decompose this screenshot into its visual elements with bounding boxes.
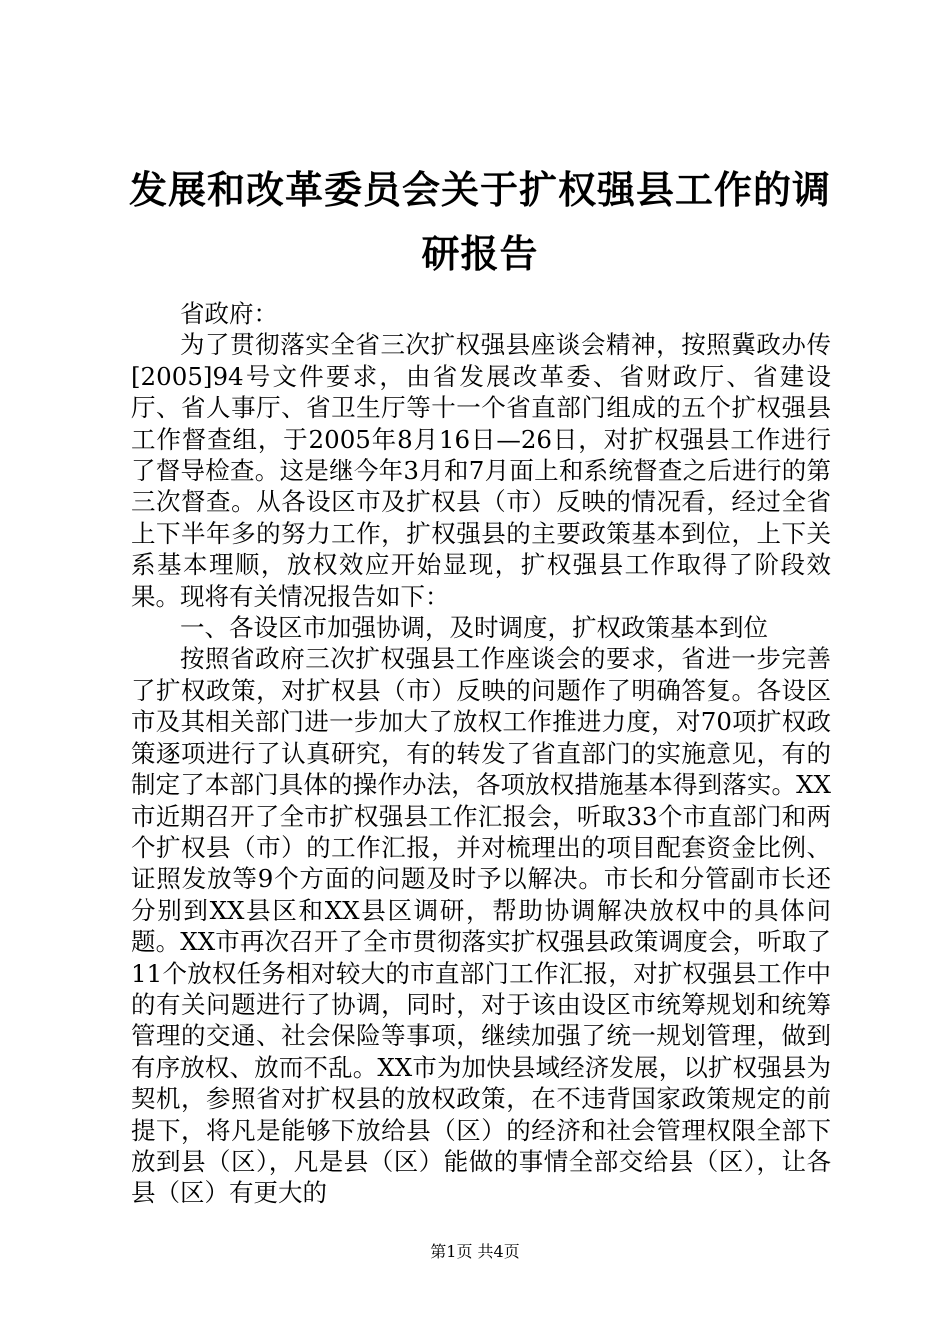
page-footer: 第1页 共4页 [430, 1242, 520, 1261]
paragraph-intro: 为了贯彻落实全省三次扩权强县座谈会精神，按照冀政办传[2005]94号文件要求，由省发展改革委、省财政厅、省建设厅、省人事厅、省卫生厅等十一个省直部门组成的五个扩权强县工作督查组，于2005年8月16日—26日，对扩权强县工作进行了督导检查。这是继今年3月和7月面上和系统督查之后进行的第三次督查。从各设区市及扩权县（市）反映的情况看，经过全省上下半年多的努力工作，扩权强县的主要政策基本到位，上下关系基本理顺，放权效应开始显现，扩权强县工作取得了阶段效果。现将有关情况报告如下： [131, 330, 831, 611]
section-heading-1: 一、各设区市加强协调，及时调度，扩权政策基本到位 [180, 613, 768, 643]
document-title: 发展和改革委员会关于扩权强县工作的调研报告 [128, 167, 831, 276]
salutation: 省政府： [180, 299, 278, 328]
paragraph-section-1: 按照省政府三次扩权强县工作座谈会的要求，省进一步完善了扩权政策，对扩权县（市）反映的问题作了明确答复。各设区市及其相关部门进一步加大了放权工作推进力度，对70项扩权政策逐项进行了认真研究，有的转发了省直部门的实施意见，有的制定了本部门具体的操作办法，各项放权措施基本得到落实。XX市近期召开了全市扩权强县工作汇报会，听取33个市直部门和两个扩权县（市）的工作汇报，并对梳理出的项目配套资金比例、证照发放等9个方面的问题及时予以解决。市长和分管副市长还分别到XX县区和XX县区调研，帮助协调解决放权中的具体问题。XX市再次召开了全市贯彻落实扩权强县政策调度会，听取了11个放权任务相对较大的市直部门工作汇报，对扩权强县工作中的有关问题进行了协调，同时，对于该由设区市统筹规划和统筹管理的交通、社会保险等事项，继续加强了统一规划管理，做到有序放权、放而不乱。XX市为加快县域经济发展，以扩权强县为契机，参照省对扩权县的放权政策，在不违背国家政策规定的前提下，将凡是能够下放给县（区）的经济和社会管理权限全部下放到县（区），凡是县（区）能做的事情全部交给县（区），让各县（区）有更大的 [131, 644, 831, 1208]
document-body [131, 298, 831, 1209]
